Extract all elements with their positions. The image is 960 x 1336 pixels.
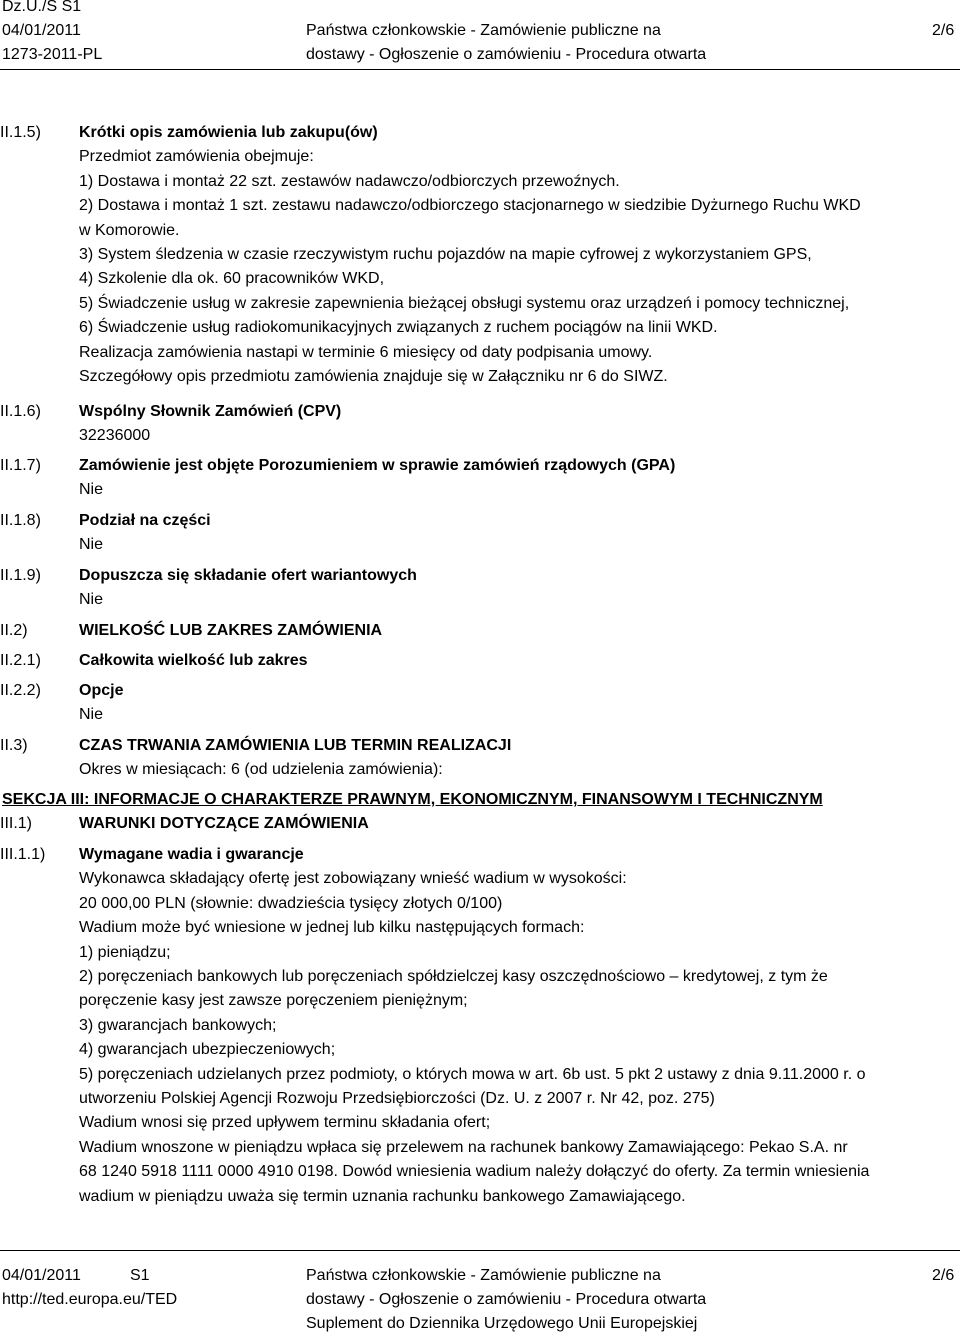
header-page-number: 2/6 [932, 22, 955, 39]
section-deposits [79, 843, 952, 1209]
section-heading: Wspólny Słownik Zamówień (CPV) [79, 403, 342, 420]
section-number: II.1.9) [0, 567, 41, 584]
section-number: II.2) [0, 622, 28, 639]
section-number: II.2.1) [0, 652, 41, 669]
section-number: III.1.1) [0, 846, 46, 863]
footer-title-line2: dostawy - Ogłoszenie o zamówieniu - Procedura otwarta [306, 1291, 707, 1308]
footer-date: 04/01/2011 [2, 1267, 81, 1284]
section-quantity [79, 619, 952, 643]
section-cpv [79, 400, 952, 449]
section-short-description [79, 121, 952, 389]
section-number: II.2.2) [0, 682, 41, 699]
section-heading: WIELKOŚĆ LUB ZAKRES ZAMÓWIENIA [79, 622, 383, 639]
section-duration [79, 734, 952, 783]
text-line: 4) Szkolenie dla ok. 60 pracowników WKD, [79, 270, 385, 288]
text-line: 20 000,00 PLN (słownie: dwadzieścia tysięcy złotych 0/100) [79, 894, 503, 912]
text-line: Wadium wnoszone w pieniądzu wpłaca się przelewem na rachunek bankowy Zamawiającego: Pekao S.A. nr [79, 1138, 848, 1156]
text-line: Wadium może być wniesione w jednej lub kilku następujących formach: [79, 919, 585, 937]
section-heading: Dopuszcza się składanie ofert wariantowych [79, 567, 417, 584]
section-lots [79, 509, 952, 558]
text-line: Przedmiot zamówienia obejmuje: [79, 148, 314, 166]
section-number: II.1.5) [0, 124, 41, 141]
text-line: 68 1240 5918 1111 0000 4910 0198. Dowód wniesienia wadium należy dołączyć do oferty. Za termin wniesienia [79, 1163, 870, 1181]
footer-title-line1: Państwa członkowskie - Zamówienie publiczne na [306, 1267, 661, 1284]
text-line: wadium w pieniądzu uważa się termin uznania rachunku bankowego Zamawiającego. [79, 1187, 686, 1205]
text-line: 1) pieniądzu; [79, 943, 171, 961]
section-heading: Całkowita wielkość lub zakres [79, 652, 308, 669]
text-line: Szczegółowy opis przedmiotu zamówienia znajduje się w Załączniku nr 6 do SIWZ. [79, 368, 668, 386]
text-line: 3) System śledzenia w czasie rzeczywistym ruchu pojazdów na mapie cyfrowej z wykorzystaniem GPS, [79, 246, 812, 264]
section-number: II.1.6) [0, 403, 41, 420]
notice-number: 1273-2011-PL [2, 46, 103, 63]
text-line: 5) poręczeniach udzielanych przez podmioty, o których mowa w art. 6b ust. 5 pkt 2 ustawy z dnia 9.11.2000 r. o [79, 1065, 866, 1083]
footer-url: http://ted.europa.eu/TED [2, 1291, 178, 1308]
text-line: Realizacja zamówienia nastapi w terminie 6 miesięcy od daty podpisania umowy. [79, 343, 653, 361]
section-value: Nie [79, 591, 104, 609]
section-value: Nie [79, 536, 104, 554]
section-total-quantity [79, 649, 952, 673]
text-line: Wadium wnosi się przed upływem terminu składania ofert; [79, 1114, 491, 1132]
text-line: 4) gwarancjach ubezpieczeniowych; [79, 1041, 336, 1059]
footer-series: S1 [130, 1267, 150, 1284]
footer-page-number: 2/6 [932, 1267, 955, 1284]
text-line: 1) Dostawa i montaż 22 szt. zestawów nadawczo/odbiorczych przewoźnych. [79, 172, 620, 190]
section-number: II.1.7) [0, 457, 41, 474]
section-gpa [79, 454, 952, 503]
header-divider [0, 69, 960, 70]
header-date: 04/01/2011 [2, 22, 81, 39]
section-variants [79, 564, 952, 613]
section-value: Nie [79, 481, 104, 499]
header-title-line2: dostawy - Ogłoszenie o zamówieniu - Procedura otwarta [306, 46, 707, 63]
text-line: 6) Świadczenie usług radiokomunikacyjnych związanych z ruchem pociągów na linii WKD. [79, 319, 718, 337]
section-heading: Zamówienie jest objęte Porozumieniem w sprawie zamówień rządowych (GPA) [79, 457, 676, 474]
section-heading: Opcje [79, 682, 124, 699]
text-line: Wykonawca składający ofertę jest zobowiązany wnieść wadium w wysokości: [79, 870, 627, 888]
section-options [79, 679, 952, 728]
cpv-code: 32236000 [79, 427, 151, 445]
text-line: 2) poręczeniach bankowych lub poręczeniach spółdzielczej kasy oszczędnościowo – kredytowej, z tym że [79, 968, 828, 986]
section-heading: CZAS TRWANIA ZAMÓWIENIA LUB TERMIN REALIZACJI [79, 737, 512, 754]
section-heading: Krótki opis zamówienia lub zakupu(ów) [79, 124, 378, 141]
section-heading: WARUNKI DOTYCZĄCE ZAMÓWIENIA [79, 815, 369, 832]
text-line: 3) gwarancjach bankowych; [79, 1016, 277, 1034]
footer-divider [0, 1250, 960, 1251]
text-line: 2) Dostawa i montaż 1 szt. zestawu nadawczo/odbiorczego stacjonarnego w siedzibie Dyżurnego Ruchu WKD [79, 197, 861, 215]
text-line: utworzeniu Polskiej Agencji Rozwoju Przedsiębiorczości (Dz. U. z 2007 r. Nr 42, poz. 275) [79, 1090, 715, 1108]
journal-ref: Dz.U./S S1 [2, 0, 82, 15]
section-title: SEKCJA III: INFORMACJE O CHARAKTERZE PRAWNYM, EKONOMICZNYM, FINANSOWYM I TECHNICZNYM [2, 791, 823, 808]
section-heading: Podział na części [79, 512, 211, 529]
footer-title-line3: Suplement do Dziennika Urzędowego Unii Europejskiej [306, 1315, 698, 1332]
section-heading: Wymagane wadia i gwarancje [79, 846, 304, 863]
text-line: poręczenie kasy jest zawsze poręczeniem pieniężnym; [79, 992, 468, 1010]
section-conditions [79, 812, 952, 836]
section-value: Nie [79, 706, 104, 724]
section-value: Okres w miesiącach: 6 (od udzielenia zamówienia): [79, 761, 443, 779]
section-number: II.1.8) [0, 512, 41, 529]
header-title-line1: Państwa członkowskie - Zamówienie publiczne na [306, 22, 661, 39]
section-number: III.1) [0, 815, 33, 832]
text-line: w Komorowie. [79, 221, 180, 239]
section-number: II.3) [0, 737, 28, 754]
text-line: 5) Świadczenie usług w zakresie zapewnienia bieżącej obsługi systemu oraz urządzeń i pomocy technicznej, [79, 294, 850, 312]
